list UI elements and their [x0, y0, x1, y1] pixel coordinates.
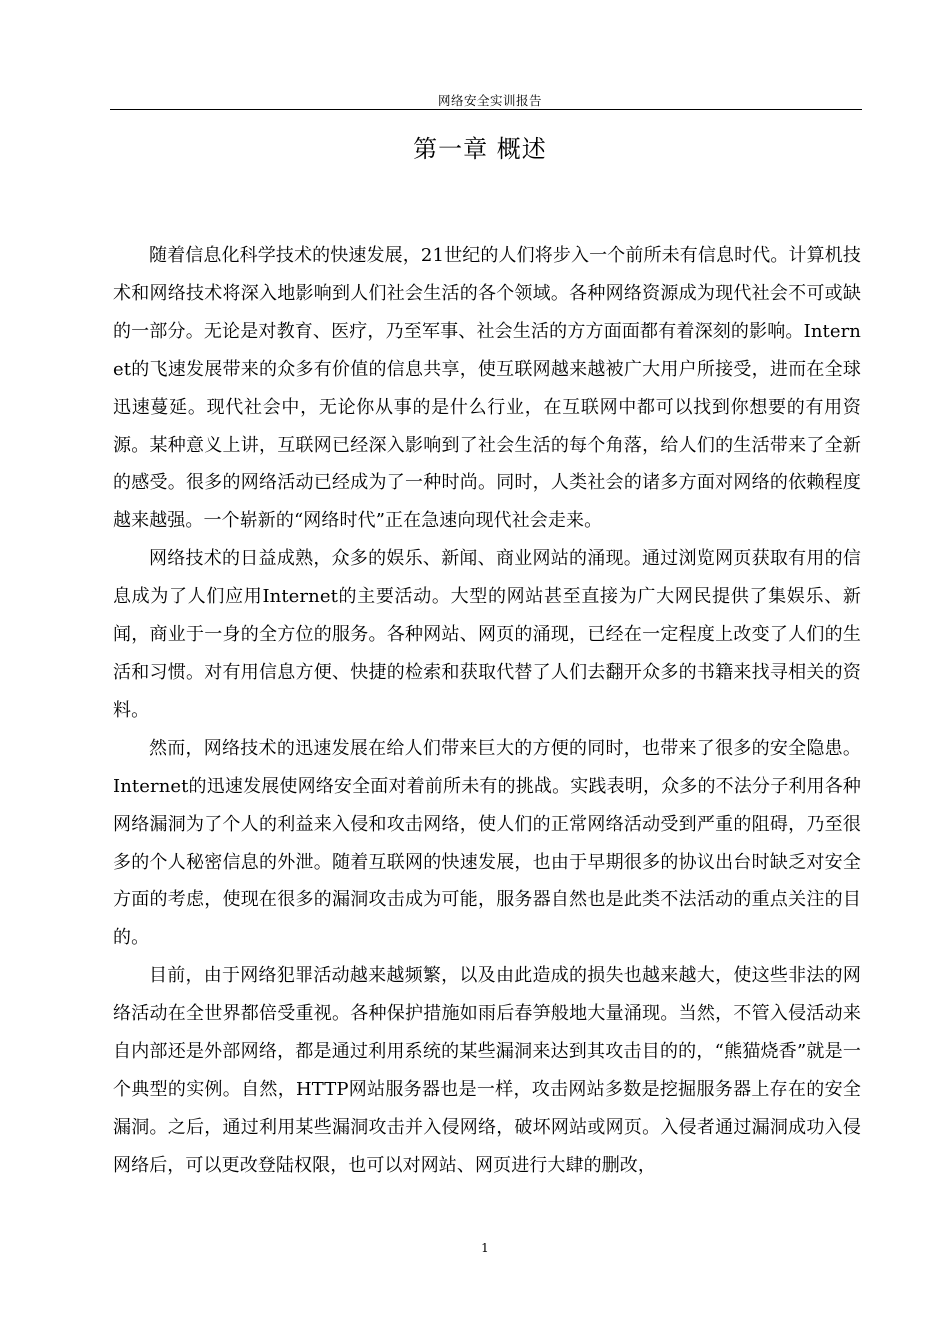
- header-divider: [110, 109, 862, 110]
- running-header: 网络安全实训报告: [437, 93, 542, 108]
- page-number: 1: [481, 1241, 489, 1255]
- paragraph-1: 随着信息化科学技术的快速发展，21世纪的人们将步入一个前所未有信息时代。计算机技术和网络技术将深入地影响到人们社会生活的各个领域。各种网络资源成为现代社会不可或缺的一部分。无论是对教育、医疗，乃至军事、社会生活的方方面面都有着深刻的影响。Internet的飞速发展带来的众多有价值的信息共享，使互联网越来越被广大用户所接受，进而在全球迅速蔓延。现代社会中，无论你从事的是什么行业，在互联网中都可以找到你想要的有用资源。某种意义上讲，互联网已经深入影响到了社会生活的每个角落，给人们的生活带来了全新的感受。很多的网络活动已经成为了一种时尚。同时，人类社会的诸多方面对网络的依赖程度越来越强。一个崭新的“网络时代”正在急速向现代社会走来。: [113, 245, 861, 532]
- paragraph-3: 然而，网络技术的迅速发展在给人们带来巨大的方便的同时，也带来了很多的安全隐患。Internet的迅速发展使网络安全面对着前所未有的挑战。实践表明，众多的不法分子利用各种网络漏洞为了个人的利益来入侵和攻击网络，使人们的正常网络活动受到严重的阻碍，乃至很多的个人秘密信息的外泄。随着互联网的快速发展，也由于早期很多的协议出台时缺乏对安全方面的考虑，使现在很多的漏洞攻击成为可能，服务器自然也是此类不法活动的重点关注的目的。: [113, 737, 861, 949]
- chapter-title: 第一章 概述: [413, 135, 547, 163]
- body-text: [113, 237, 861, 1185]
- paragraph-4: 目前，由于网络犯罪活动越来越频繁，以及由此造成的损失也越来越大，使这些非法的网络活动在全世界都倍受重视。各种保护措施如雨后春笋般地大量涌现。当然，不管入侵活动来自内部还是外部网络，都是通过利用系统的某些漏洞来达到其攻击目的的，“熊猫烧香”就是一个典型的实例。自然，HTTP网站服务器也是一样，攻击网站多数是挖掘服务器上存在的安全漏洞。之后，通过利用某些漏洞攻击并入侵网络，破坏网站或网页。入侵者通过漏洞成功入侵网络后，可以更改登陆权限，也可以对网站、网页进行大肆的删改，: [113, 965, 861, 1176]
- paragraph-2: 网络技术的日益成熟，众多的娱乐、新闻、商业网站的涌现。通过浏览网页获取有用的信息成为了人们应用Internet的主要活动。大型的网站甚至直接为广大网民提供了集娱乐、新闻，商业于一身的全方位的服务。各种网站、网页的涌现，已经在一定程度上改变了人们的生活和习惯。对有用信息方便、快捷的检索和获取代替了人们去翻开众多的书籍来找寻相关的资料。: [113, 548, 861, 721]
